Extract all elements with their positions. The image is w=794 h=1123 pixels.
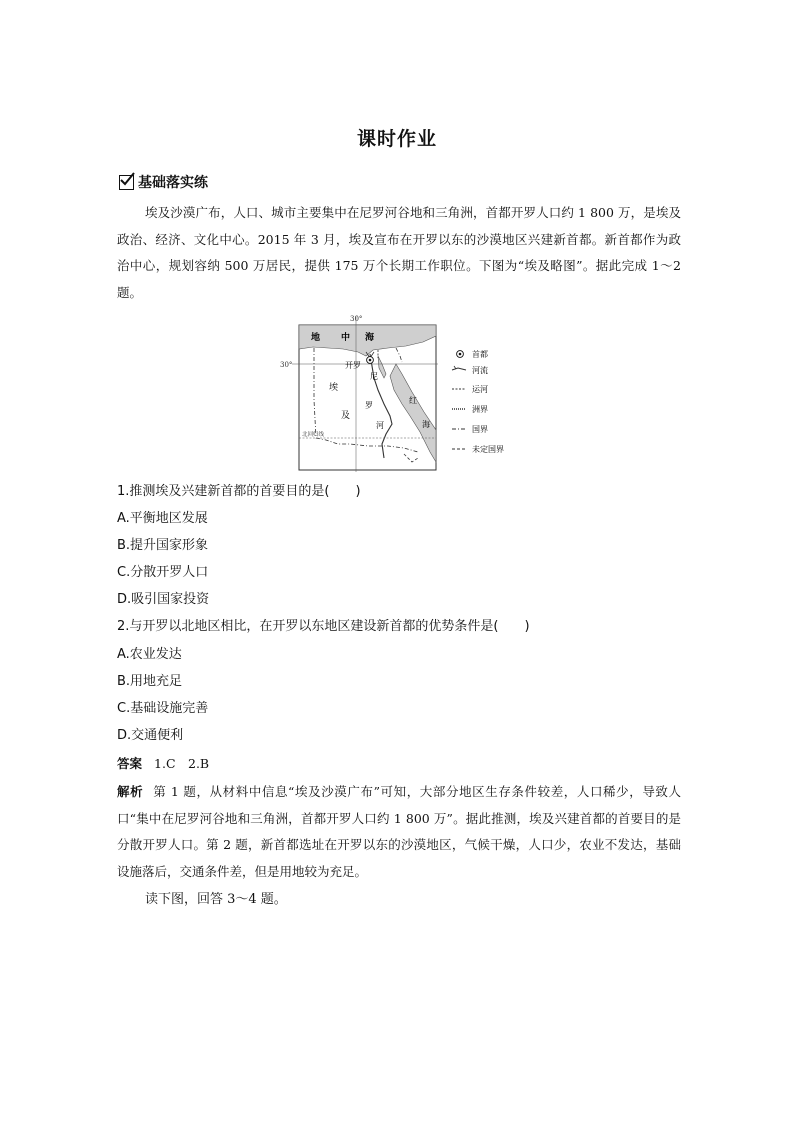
section-heading xyxy=(119,172,208,192)
legend-item: 河流 xyxy=(472,366,488,375)
question-2-option-b: B.用地充足 xyxy=(117,674,183,689)
legend-item: 未定国界 xyxy=(472,445,504,454)
question-2-stem: 2.与开罗以北地区相比，在开罗以东地区建设新首都的优势条件是( ) xyxy=(117,619,530,634)
river-label-2: 罗 xyxy=(365,401,373,410)
question-1-option-c: C.分散开罗人口 xyxy=(117,565,209,580)
country-label-1: 埃 xyxy=(329,383,339,393)
map-legend xyxy=(452,349,504,454)
legend-item: 国界 xyxy=(472,425,488,434)
intro-paragraph: 埃及沙漠广布，人口、城市主要集中在尼罗河谷地和三角洲，首都开罗人口约 1 800 万，是埃及政治、经济、文化中心。2015 年 3 月，埃及宣布在开罗以东的沙漠地区兴建新首都。新首都作为政治中心，规划容纳 500 万居民，提供 175 万个长期工作职位。下图为“埃及略图”。据此完成 1～2 题。 xyxy=(117,205,681,300)
analysis-label: 解析 xyxy=(117,784,144,799)
redsea-label-1: 红 xyxy=(409,396,417,405)
sea-label-1: 地 xyxy=(311,333,321,343)
analysis-text: 第 1 题，从材料中信息“埃及沙漠广布”可知，大部分地区生存条件较差，人口稀少，导致人口“集中在尼罗河谷地和三角洲，首都开罗人口约 1 800 万”。据此推测，埃及兴建首都的首要目的是分散开罗人口。第 2 题，新首都选址在开罗以东的沙漠地区，气候干燥，人口少，农业不发达，基础设施落后，交通条件差，但是用地较为充足。 xyxy=(117,784,681,879)
section-label: 基础落实练 xyxy=(138,175,208,191)
question-2-option-d: D.交通便利 xyxy=(117,728,184,743)
question-1-option-a: A.平衡地区发展 xyxy=(117,511,208,526)
answer-line xyxy=(117,754,209,774)
egypt-map xyxy=(278,312,526,474)
river-label-1: 尼 xyxy=(370,372,378,381)
sea-label-3: 海 xyxy=(365,333,375,343)
country-label-2: 及 xyxy=(341,411,351,421)
page-title: 课时作业 xyxy=(356,128,437,150)
sea-label-2: 中 xyxy=(341,333,351,343)
lat-label: 30° xyxy=(280,361,293,369)
legend-item: 洲界 xyxy=(472,405,488,414)
question-1-stem: 1.推测埃及兴建新首都的首要目的是( ) xyxy=(117,484,361,499)
city-label: 开罗 xyxy=(345,361,361,370)
lon-label: 30° xyxy=(350,315,363,323)
next-instruction: 读下图，回答 3～4 题。 xyxy=(145,892,287,907)
question-1-option-b: B.提升国家形象 xyxy=(117,538,209,553)
redsea-label-2: 海 xyxy=(422,420,430,429)
river-label-3: 河 xyxy=(376,421,384,430)
question-2-option-a: A.农业发达 xyxy=(117,647,182,662)
tropic-label: 北回归线 xyxy=(302,432,325,438)
analysis-paragraph xyxy=(117,779,681,885)
question-1-option-d: D.吸引国家投资 xyxy=(117,592,210,607)
answer-text: 1.C 2.B xyxy=(154,756,210,771)
answer-label: 答案 xyxy=(117,756,143,771)
question-2-option-c: C.基础设施完善 xyxy=(117,701,209,716)
checkbox-icon xyxy=(119,175,134,190)
legend-item: 运河 xyxy=(472,385,488,394)
legend-item: 首都 xyxy=(472,350,488,359)
